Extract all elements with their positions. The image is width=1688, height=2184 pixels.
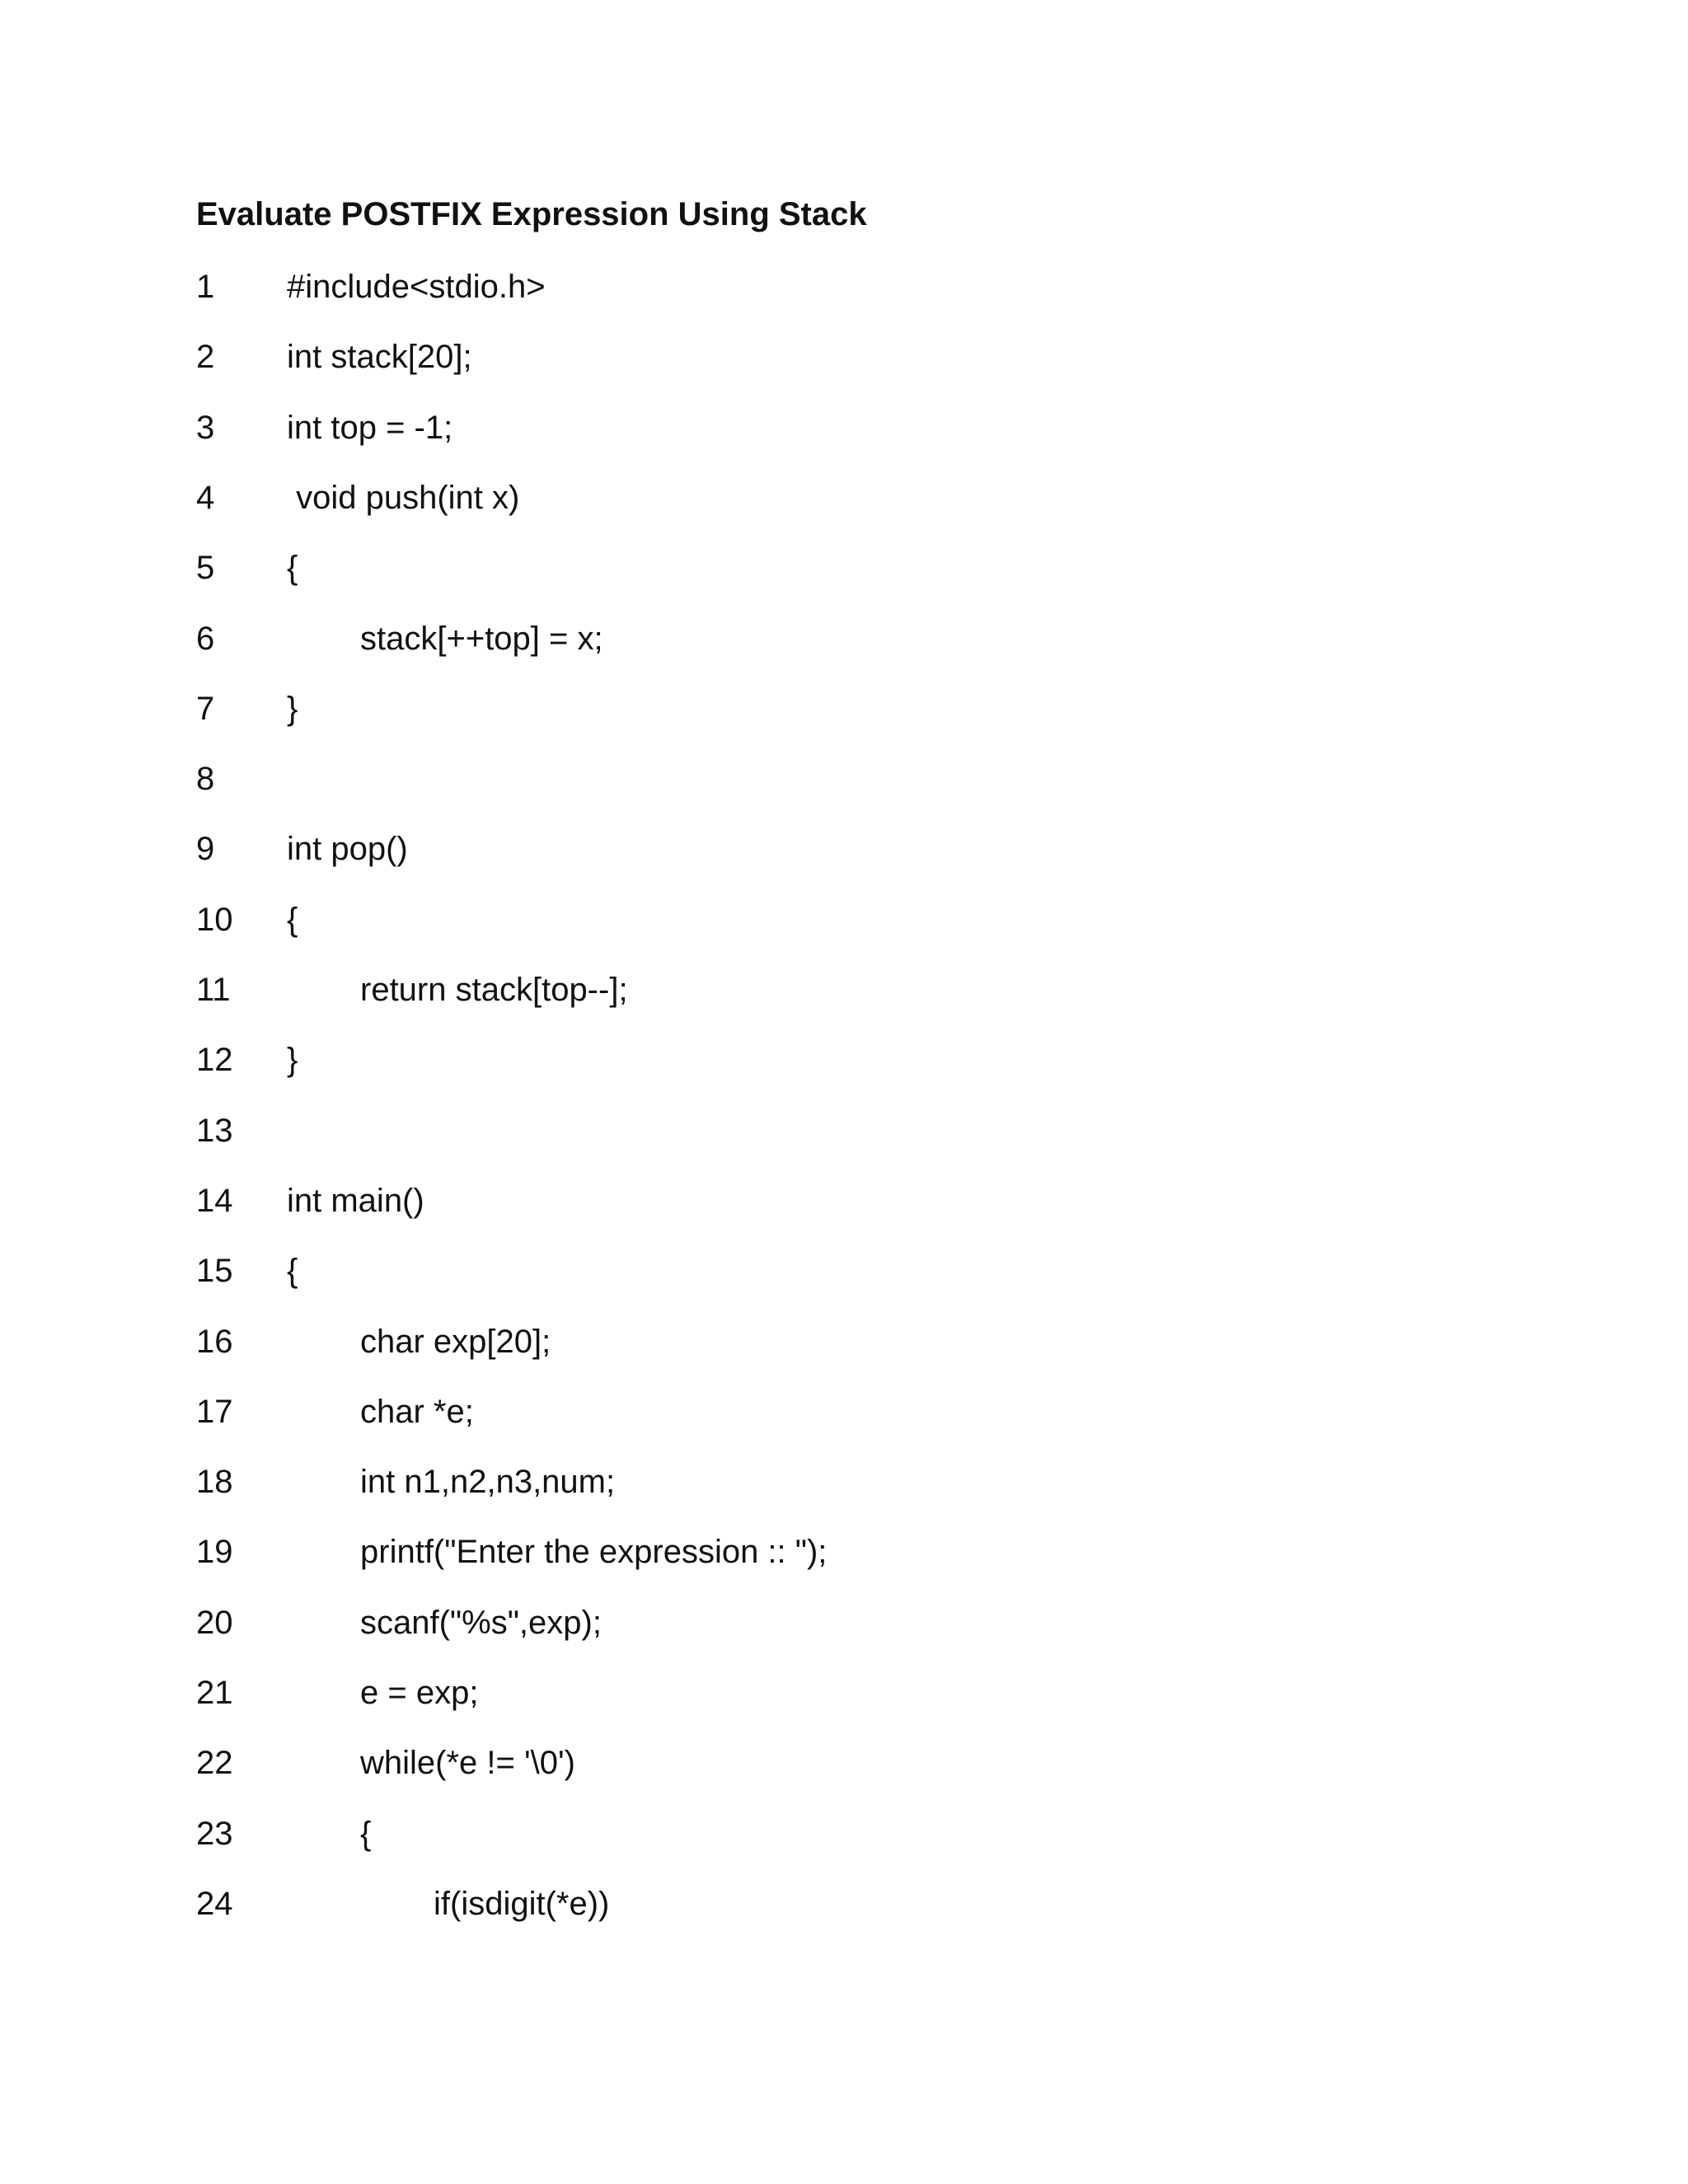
code-text: scanf("%s",exp); <box>360 1604 602 1641</box>
code-text: char *e; <box>360 1393 474 1430</box>
code-text: void push(int x) <box>287 479 520 516</box>
line-number: 18 <box>196 1464 233 1501</box>
line-number: 17 <box>196 1393 233 1430</box>
document-title: Evaluate POSTFIX Expression Using Stack <box>196 196 867 232</box>
line-number: 14 <box>196 1182 233 1219</box>
code-text: int top = -1; <box>287 409 453 446</box>
line-number: 20 <box>196 1604 233 1641</box>
code-line <box>0 1598 1688 1647</box>
line-number: 9 <box>196 831 215 868</box>
code-text: int n1,n2,n3,num; <box>360 1464 616 1501</box>
code-line <box>0 684 1688 733</box>
code-text: int pop() <box>287 831 408 868</box>
line-number: 1 <box>196 269 215 305</box>
code-line <box>0 1246 1688 1296</box>
line-number: 7 <box>196 690 215 727</box>
code-text: return stack[top--]; <box>360 972 628 1008</box>
line-number: 11 <box>196 972 231 1008</box>
line-number: 2 <box>196 339 215 376</box>
code-line <box>0 473 1688 523</box>
code-line <box>0 754 1688 804</box>
code-line <box>0 1035 1688 1085</box>
line-number: 12 <box>196 1042 233 1079</box>
code-text: stack[++top] = x; <box>360 620 603 657</box>
code-text: if(isdigit(*e)) <box>434 1885 610 1922</box>
code-line <box>0 1879 1688 1929</box>
line-number: 3 <box>196 409 215 446</box>
code-line <box>0 1317 1688 1366</box>
code-line <box>0 332 1688 382</box>
code-line <box>0 543 1688 593</box>
code-line <box>0 403 1688 452</box>
code-text: { <box>360 1815 372 1852</box>
code-text: int stack[20]; <box>287 339 472 376</box>
line-number: 16 <box>196 1323 233 1360</box>
code-line <box>0 262 1688 312</box>
code-text: } <box>287 690 298 727</box>
code-text: } <box>287 1042 298 1079</box>
code-line <box>0 1527 1688 1577</box>
line-number: 10 <box>196 901 233 938</box>
code-text: { <box>287 550 298 587</box>
code-line <box>0 895 1688 944</box>
line-number: 13 <box>196 1112 233 1149</box>
code-text: e = exp; <box>360 1675 479 1711</box>
line-number: 24 <box>196 1885 233 1922</box>
line-number: 8 <box>196 761 215 798</box>
line-number: 5 <box>196 550 215 587</box>
code-line <box>0 1176 1688 1226</box>
code-line <box>0 824 1688 874</box>
code-line <box>0 1668 1688 1718</box>
line-number: 19 <box>196 1534 233 1571</box>
code-text: char exp[20]; <box>360 1323 551 1360</box>
code-line <box>0 1106 1688 1155</box>
code-text: { <box>287 901 298 938</box>
code-text: printf("Enter the expression :: "); <box>360 1534 828 1571</box>
code-line <box>0 1457 1688 1507</box>
code-line <box>0 965 1688 1015</box>
code-line <box>0 1809 1688 1858</box>
code-text: { <box>287 1253 298 1290</box>
code-line <box>0 1387 1688 1436</box>
line-number: 22 <box>196 1745 233 1782</box>
code-line <box>0 614 1688 663</box>
code-text: int main() <box>287 1182 424 1219</box>
line-number: 6 <box>196 620 215 657</box>
code-text: while(*e != '\0') <box>360 1745 575 1782</box>
code-line <box>0 1738 1688 1788</box>
line-number: 23 <box>196 1815 233 1852</box>
line-number: 15 <box>196 1253 233 1290</box>
code-text: #include<stdio.h> <box>287 269 546 305</box>
line-number: 21 <box>196 1675 233 1711</box>
line-number: 4 <box>196 479 215 516</box>
